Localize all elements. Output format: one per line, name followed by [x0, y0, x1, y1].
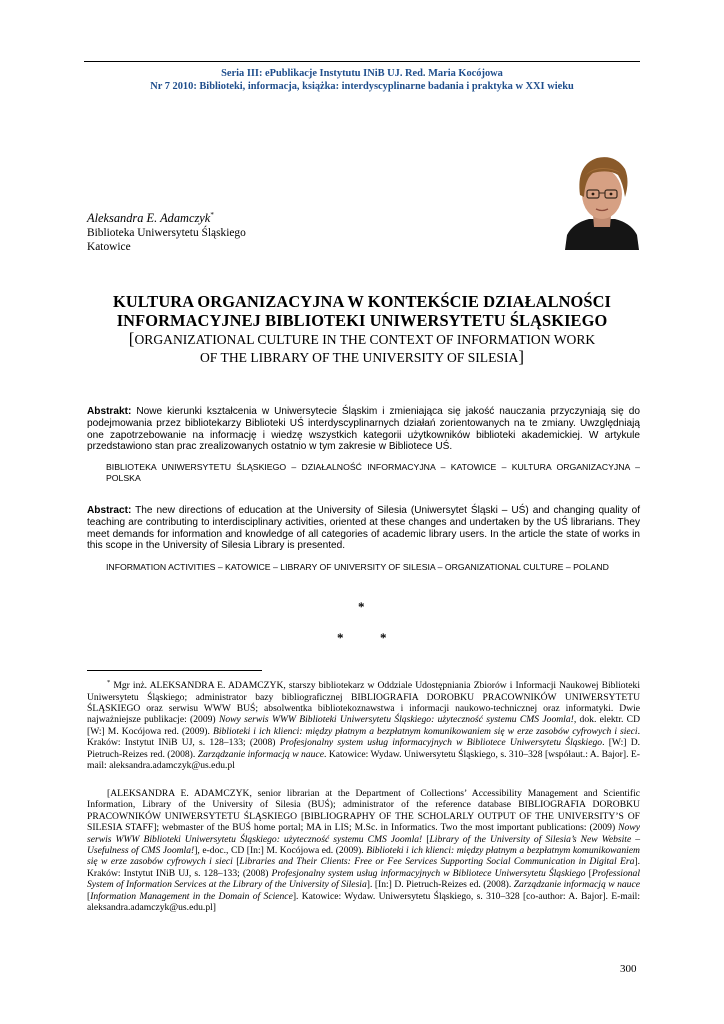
- footnote-pl-text-1: Mgr inż. ALEKSANDRA E. ADAMCZYK, starszy bibliotekarz w Oddziale Udostępniania Zbiorów i Informacji Naukowej Biblioteki Uniwersytetu Śląskiego; administrator bazy bibliograficznej BIBLIOGRAFIA DOROBKU PRACOWNIKÓW UNIWERSYTETU ŚLĄSKIEGO oraz serwisu WWW BUŚ; absolwentka bibliotekoznawstwa i informacji naukowo-technicznej oraz informatyki. Dwie najważniejsze publikacje: (2009): [87, 680, 640, 726]
- page-number: 300: [620, 963, 637, 975]
- abstract-pl: [87, 406, 640, 453]
- footnote-en-text-1: [ALEKSANDRA E. ADAMCZYK, senior librarian at the Department of Collections’ Accessibility Management and Scientific Information, Library of the University of Silesia (BUŚ); administrator of the reference database BIBLIOGRAFIA DOROBKU PRACOWNIKÓW UNIWERSYTETU ŚLĄSKIEGO [BIBLIOGRAPHY OF THE SCHOLARLY OUTPUT OF THE UNIVERSITY’S OF SILESIA STAFF]; webmaster of the BUŚ home portal; MA in LIS; M.Sc. in Informatics. Two the most important publications: (2009): [87, 788, 640, 834]
- abstract-en-text: The new directions of education at the University of Silesia (Uniwersytet Śląski – UŚ) and changing quality of teaching are contributing to interdisciplinary activities, oriented at these changes and undertaken by the UŚ librarians. They meet demands for information and knowledge of all categories of academic library users. In the article the state of works in this scope in the University of Silesia Library is presented.: [87, 505, 640, 552]
- footnote-en-text-5: ]. Kraków: Instytut INiB UJ, s. 128–133; (2008): [87, 856, 640, 879]
- footnote-en-text-2: [: [422, 833, 430, 845]
- abstract-pl-label: Abstrakt:: [87, 406, 132, 417]
- author-portrait-image: [563, 149, 640, 250]
- title-pl-line-1: KULTURA ORGANIZACYJNA W KONTEKŚCIE DZIAŁALNOŚCI: [112, 292, 612, 311]
- footnote-en-title-6: Professional System of Information Services at the Library of the University of Silesia: [87, 867, 641, 891]
- footnote-mark: *: [107, 679, 111, 686]
- footnote-en-title-2: Library of the University of Silesia’s New Website – Usefulness of CMS Joomla!: [87, 833, 640, 857]
- footnote-en-title-8: Information Management in the Domain of Science: [90, 890, 293, 902]
- footnote-en: [87, 788, 640, 913]
- footnote-pl-text-2: , dok. elektr. CD [W:] M. Kocójowa red. (2009).: [87, 714, 641, 737]
- title-en-text-1: ORGANIZATIONAL CULTURE IN THE CONTEXT OF INFORMATION WORK: [134, 332, 596, 347]
- title-en-line-1: [84, 331, 640, 348]
- footnote-en-title-7: Zarządzanie informacją w nauce: [513, 879, 640, 891]
- author-footnote-mark: *: [210, 211, 214, 219]
- footnote-pl: [87, 677, 640, 771]
- footnote-en-title-3: Biblioteki i ich klienci: między płatnym a bezpłatnym komunikowaniem się w erze zasobów cyfrowych i sieci: [87, 845, 640, 868]
- footnote-rule: [87, 670, 262, 671]
- separator-star-left: *: [337, 630, 344, 645]
- title-pl-line-2: INFORMACYJNEJ BIBLIOTEKI UNIWERSYTETU ŚLĄSKIEGO: [116, 310, 608, 330]
- separator-star-top: *: [358, 599, 365, 614]
- footnote-pl-title-1: Nowy serwis WWW Biblioteki Uniwersytetu Śląskiego: użyteczność systemu CMS Joomla!: [218, 714, 574, 726]
- abstract-pl-text: Nowe kierunki kształcenia w Uniwersytecie Śląskim i zmieniająca się jakość nauczania przyczyniają się do podejmowania przez bibliotekarzy Biblioteki UŚ interdyscyplinarnych działań zorientowanych na te zmiany. Uwzględniają one zapotrzebowanie na informację i wiedzę wszystkich kategorii użytkowników biblioteki akademickiej. W artykule przedstawiono stan prac zrealizowanych ostatnio w tym zakresie w Bibliotece UŚ.: [87, 406, 640, 453]
- footnote-pl-text-4: . [W:] D. Pietruch-Reizes red. (2008).: [87, 737, 641, 760]
- footnote-pl-title-4: Zarządzanie informacją w nauce: [197, 748, 324, 760]
- author-affiliation: Biblioteka Uniwersytetu Śląskiego: [87, 226, 246, 239]
- keywords-en: INFORMATION ACTIVITIES – KATOWICE – LIBRARY OF UNIVERSITY OF SILESIA – ORGANIZATIONAL CULTURE – POLAND: [106, 562, 609, 572]
- footnote-en-title-5: Profesjonalny system usług informacyjnych w Bibliotece Uniwersytetu Śląskiego: [271, 867, 586, 879]
- series-header-line-1: Seria III: ePublikacje Instytutu INiB UJ. Red. Maria Kocójowa: [221, 68, 503, 79]
- title-en-close-bracket: ]: [518, 346, 524, 366]
- footnote-pl-title-2: Biblioteki i ich klienci: między płatnym a bezpłatnym komunikowaniem się w erze zasobów cyfrowych i sieci: [212, 725, 638, 737]
- author-block: [87, 208, 246, 254]
- footnote-en-title-4: Libraries and Their Clients: Free or Fee Services Supporting Social Communication in Digital Era: [239, 856, 635, 868]
- abstract-en: [87, 505, 640, 552]
- footnote-en-text-9: ]. Katowice: Wydaw. Uniwersytetu Śląskiego, s. 310–328 [co-author: A. Bajor]. E-mail: aleksandra.adamczyk@us.edu.pl]: [87, 890, 640, 914]
- title-en-line-2: [84, 346, 640, 366]
- footnote-pl-text-3: . Kraków: Instytut INiB UJ, s. 128–133; (2008): [87, 725, 641, 749]
- footnote-en-text-8: [: [87, 890, 91, 902]
- title-en-open-bracket: [: [128, 329, 135, 348]
- footnote-en-text-7: ]. [In:] D. Pietruch-Reizes ed. (2008).: [366, 879, 514, 891]
- separator-star-right: *: [380, 630, 387, 645]
- keywords-pl: BIBLIOTEKA UNIWERSYTETU ŚLĄSKIEGO – DZIAŁALNOŚĆ INFORMACYJNA – KATOWICE – KULTURA ORGANIZACYJNA – POLSKA: [106, 462, 640, 483]
- footnote-pl-text-5: . Katowice: Wydaw. Uniwersytetu Śląskiego, s. 310–328 [współaut.: A. Bajor]. E-mail: aleksandra.adamczyk@us.edu.pl: [87, 748, 640, 772]
- author-photo: [563, 149, 640, 250]
- footnote-en-text-4: [: [232, 856, 240, 868]
- footnote-pl-title-3: Profesjonalny system usług informacyjnych w Bibliotece Uniwersytetu Śląskiego: [279, 737, 603, 749]
- author-city: Katowice: [87, 240, 131, 253]
- series-header-line-2: Nr 7 2010: Biblioteki, informacja, książka: interdyscyplinarne badania i praktyka w XXI wieku: [150, 80, 574, 92]
- author-name: Aleksandra E. Adamczyk: [87, 210, 211, 225]
- footnote-en-text-6: [: [585, 867, 592, 879]
- series-header: [84, 61, 640, 93]
- title-en-text-2: OF THE LIBRARY OF THE UNIVERSITY OF SILESIA: [199, 349, 519, 365]
- footnote-en-title-1: Nowy serwis WWW Biblioteki Uniwersytetu Śląskiego: użyteczność systemu CMS Joomla!: [87, 822, 640, 845]
- abstract-en-label: Abstract:: [87, 505, 132, 516]
- footnote-en-text-3: ], e-doc., CD [In:] M. Kocójowa ed. (2009).: [194, 845, 367, 857]
- article-title: [84, 293, 640, 365]
